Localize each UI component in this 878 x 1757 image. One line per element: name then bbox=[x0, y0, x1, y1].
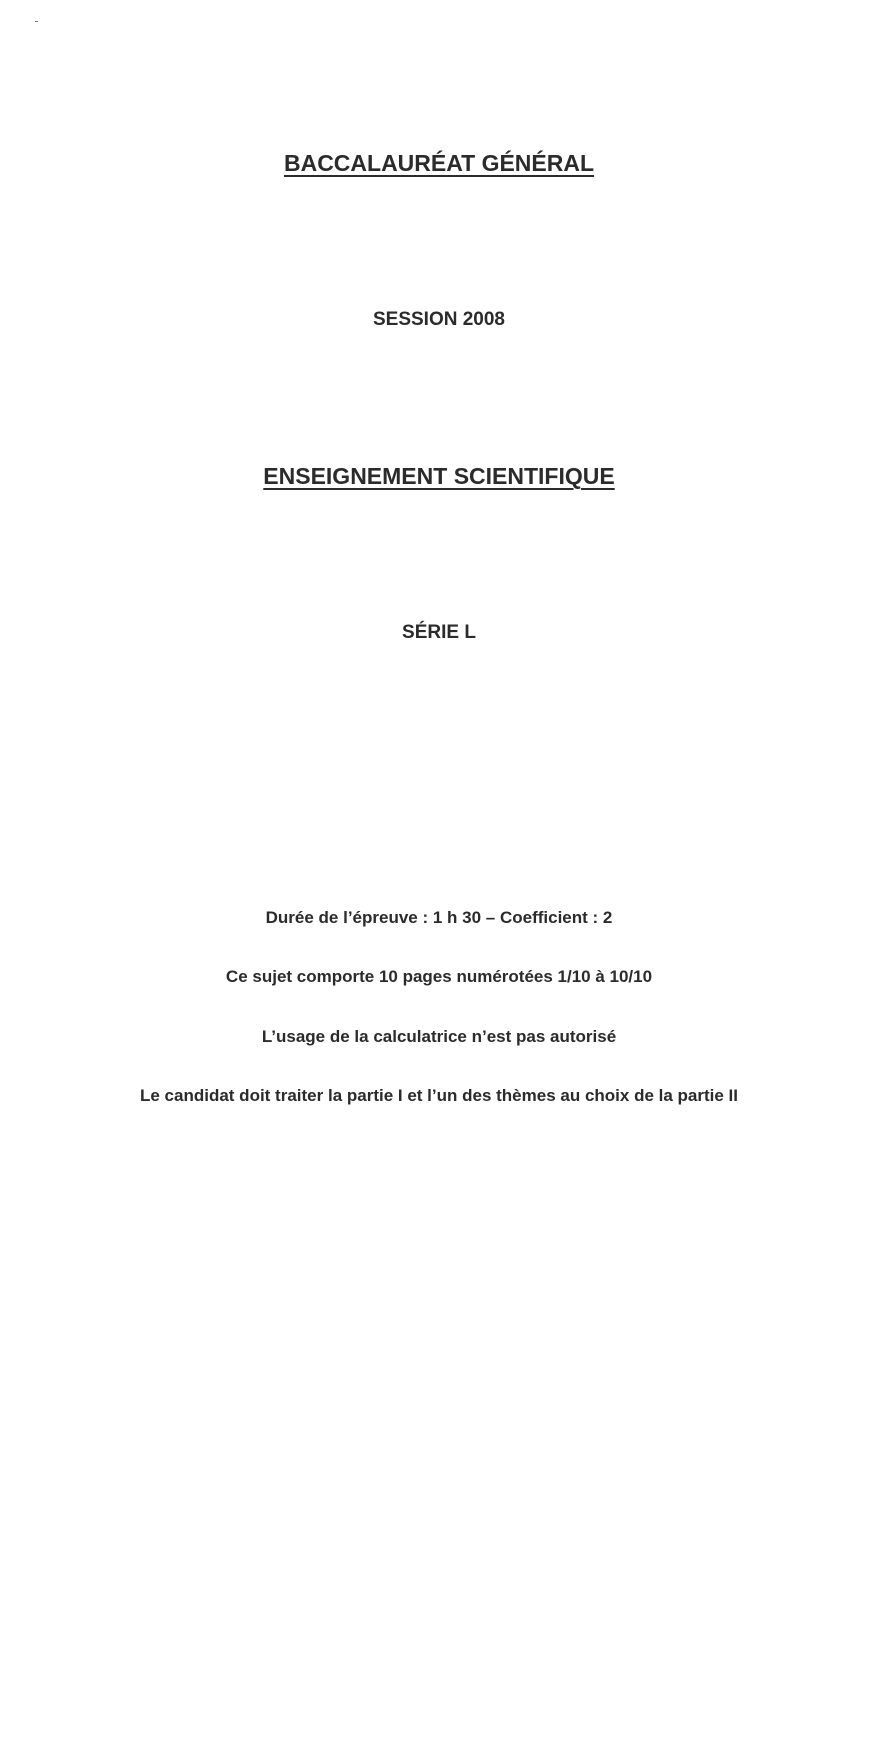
pages-text: Ce sujet comporte 10 pages numérotées 1/10 à 10/10 bbox=[225, 967, 653, 986]
session-label: SESSION 2008 bbox=[372, 309, 506, 330]
series-label: SÉRIE L bbox=[402, 622, 476, 643]
subject-title: ENSEIGNEMENT SCIENTIFIQUE bbox=[263, 463, 615, 489]
calculator-text: L’usage de la calculatrice n’est pas autorisé bbox=[261, 1027, 617, 1046]
document-title: BACCALAURÉAT GÉNÉRAL bbox=[283, 150, 595, 176]
scan-speck bbox=[35, 21, 38, 22]
instructions-text: Le candidat doit traiter la partie I et l’un des thèmes au choix de la partie II bbox=[140, 1086, 738, 1105]
duration-text: Durée de l’épreuve : 1 h 30 – Coefficient : 2 bbox=[265, 908, 613, 927]
